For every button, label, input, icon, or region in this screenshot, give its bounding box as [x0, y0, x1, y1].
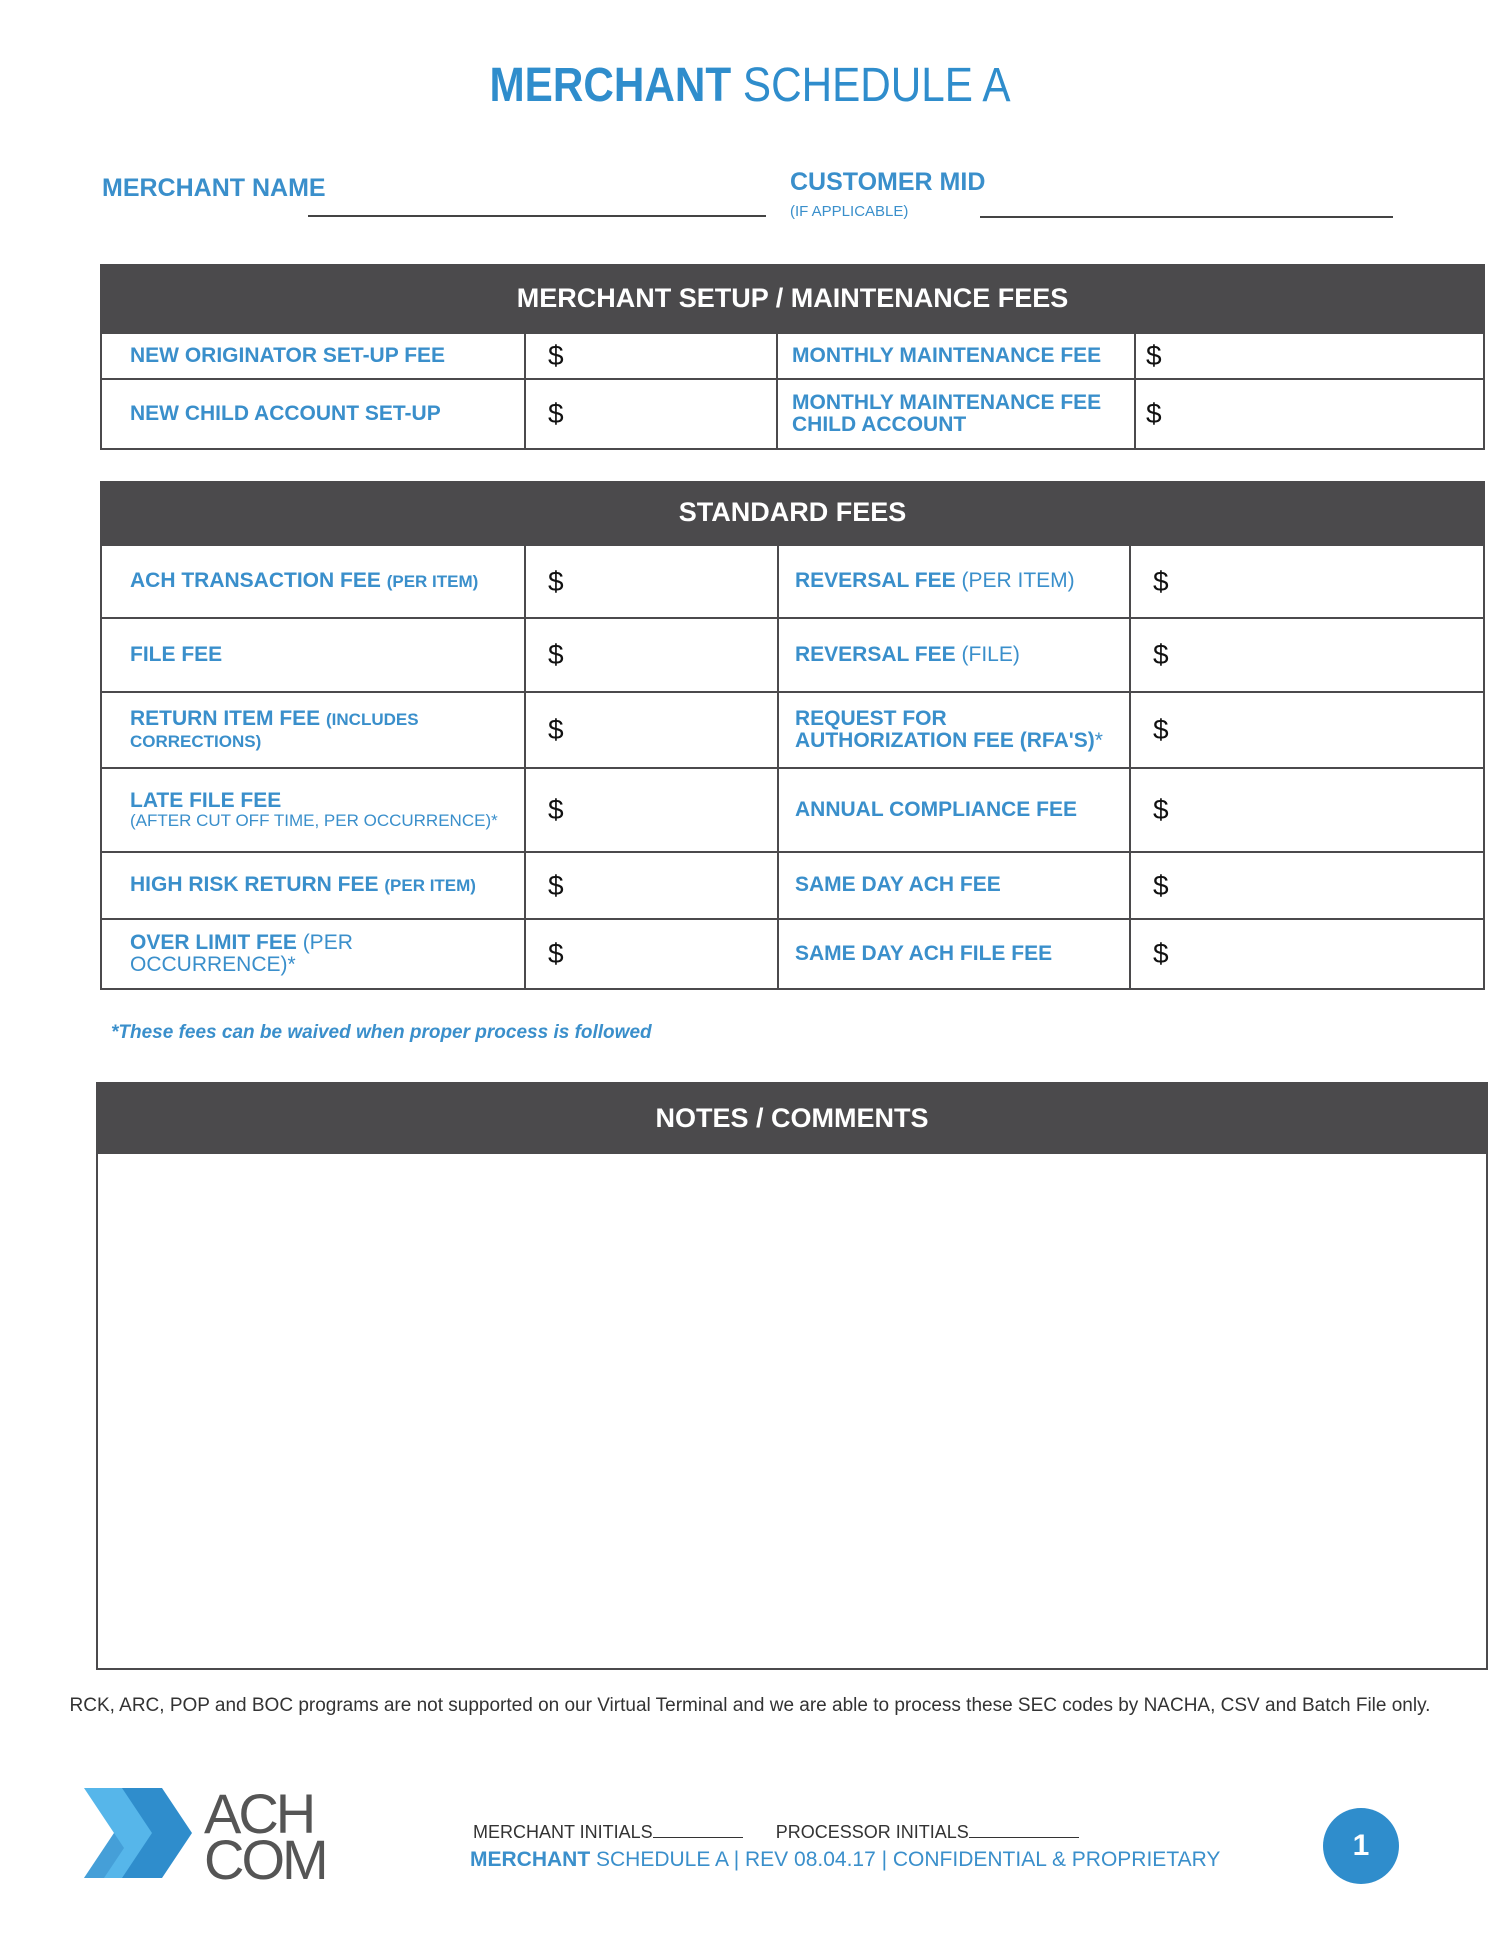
customer-mid-label: CUSTOMER MID: [790, 168, 986, 196]
fee-label-note: (PER ITEM): [384, 876, 476, 896]
footer-doc-info: [470, 1848, 1220, 1872]
fee-value-field[interactable]: $: [1130, 919, 1484, 989]
fee-value-field[interactable]: $: [525, 768, 778, 852]
chevron-logo-icon: [84, 1788, 204, 1888]
fee-label: [101, 852, 525, 919]
fee-label-main: SAME DAY ACH FEE: [795, 873, 1001, 897]
fee-label-note: *: [1094, 729, 1103, 752]
fee-label: NEW ORIGINATOR SET-UP FEE: [101, 333, 525, 379]
standard-fees-section: [100, 481, 1485, 990]
merchant-name-field[interactable]: [308, 215, 766, 217]
merchant-initials-label: MERCHANT INITIALS: [473, 1822, 653, 1842]
fee-label-main: REVERSAL FEE: [795, 569, 956, 593]
fee-value-field[interactable]: $: [525, 852, 778, 919]
fee-label: [101, 545, 525, 618]
processor-initials-label: PROCESSOR INITIALS: [775, 1822, 969, 1842]
table-row: [101, 333, 1484, 379]
fee-label-note: (INCLUDES CORRECTIONS): [130, 709, 419, 751]
table-row: [101, 852, 1484, 919]
fee-label: [101, 618, 525, 692]
footer-doc-bold: MERCHANT: [470, 1848, 591, 1871]
fee-value-field[interactable]: $: [525, 379, 777, 449]
fee-label-main: ANNUAL COMPLIANCE FEE: [795, 797, 1077, 821]
ach-com-logo: [84, 1782, 344, 1891]
fee-label-note: (AFTER CUT OFF TIME, PER OCCURRENCE)*: [130, 811, 498, 831]
fee-waiver-footnote: *These fees can be waived when proper process is followed: [111, 1022, 652, 1043]
fee-value-field[interactable]: $: [1130, 768, 1484, 852]
fee-value-field[interactable]: $: [1135, 333, 1484, 379]
customer-mid-note: (IF APPLICABLE): [790, 203, 909, 220]
setup-fees-table: [100, 332, 1485, 450]
fee-label-note: (PER OCCURRENCE)*: [130, 930, 353, 976]
fee-label-note: (PER ITEM): [961, 569, 1075, 593]
fee-label: [101, 919, 525, 989]
fee-label-note: (PER ITEM): [386, 572, 479, 592]
fee-label: [778, 618, 1130, 692]
fee-value-field[interactable]: $: [1135, 379, 1484, 449]
setup-fees-section: [100, 264, 1485, 450]
processor-initials-field[interactable]: [969, 1837, 1079, 1838]
setup-fees-header: MERCHANT SETUP / MAINTENANCE FEES: [100, 264, 1485, 332]
table-row: [101, 692, 1484, 768]
fee-label: NEW CHILD ACCOUNT SET-UP: [101, 379, 525, 449]
fee-label-main: REQUEST FOR AUTHORIZATION FEE (RFA'S): [795, 706, 1095, 752]
standard-fees-header: STANDARD FEES: [100, 481, 1485, 544]
fee-label: MONTHLY MAINTENANCE FEE: [777, 333, 1135, 379]
fee-label: [101, 768, 525, 852]
merchant-initials-field[interactable]: [653, 1837, 743, 1838]
customer-mid-field[interactable]: [980, 216, 1393, 218]
notes-header: NOTES / COMMENTS: [96, 1082, 1488, 1154]
standard-fees-table: [100, 544, 1485, 990]
logo-text-com: COM: [204, 1828, 326, 1891]
fee-value-field[interactable]: $: [1130, 692, 1484, 768]
notes-textarea[interactable]: [96, 1082, 1488, 1670]
title-light: SCHEDULE A: [731, 59, 1011, 112]
fee-label-main: HIGH RISK RETURN FEE: [130, 873, 379, 897]
fee-label: [778, 919, 1130, 989]
fee-label-note: (FILE): [961, 642, 1020, 666]
page-number-badge: 1: [1323, 1808, 1399, 1884]
table-row: [101, 379, 1484, 449]
merchant-name-label: MERCHANT NAME: [102, 174, 326, 202]
fee-label: [778, 768, 1130, 852]
fee-value-field[interactable]: $: [525, 333, 777, 379]
fee-label: MONTHLY MAINTENANCE FEE CHILD ACCOUNT: [777, 379, 1135, 449]
fee-label: [778, 852, 1130, 919]
fee-value-field[interactable]: $: [1130, 852, 1484, 919]
fee-label: [778, 545, 1130, 618]
table-row: [101, 768, 1484, 852]
fee-label-main: LATE FILE FEE: [130, 789, 282, 813]
fee-value-field[interactable]: $: [525, 692, 778, 768]
fee-value-field[interactable]: $: [525, 618, 778, 692]
fee-label: [778, 692, 1130, 768]
fee-label-main: FILE FEE: [130, 642, 223, 666]
disclaimer-text: RCK, ARC, POP and BOC programs are not supported on our Virtual Terminal and we are able to process these SEC codes by NACHA, CSV and Batch File only.: [69, 1695, 1431, 1716]
fee-label-main: ACH TRANSACTION FEE: [130, 569, 381, 593]
fee-value-field[interactable]: $: [525, 545, 778, 618]
table-row: [101, 919, 1484, 989]
footer-doc-rest: SCHEDULE A | REV 08.04.17 | CONFIDENTIAL & PROPRIETARY: [590, 1848, 1221, 1871]
fee-label-main: REVERSAL FEE: [795, 642, 956, 666]
initials-line: [473, 1822, 1079, 1843]
fee-label-main: SAME DAY ACH FILE FEE: [795, 941, 1053, 965]
fee-value-field[interactable]: $: [1130, 545, 1484, 618]
logo-text-ach: ACH: [204, 1782, 314, 1845]
page-title: [90, 58, 1410, 113]
fee-value-field[interactable]: $: [525, 919, 778, 989]
fee-label-main: OVER LIMIT FEE: [130, 930, 297, 954]
title-bold: MERCHANT: [489, 59, 732, 112]
table-row: [101, 618, 1484, 692]
fee-label-main: RETURN ITEM FEE: [130, 706, 321, 730]
table-row: [101, 545, 1484, 618]
fee-value-field[interactable]: $: [1130, 618, 1484, 692]
fee-label: [101, 692, 525, 768]
